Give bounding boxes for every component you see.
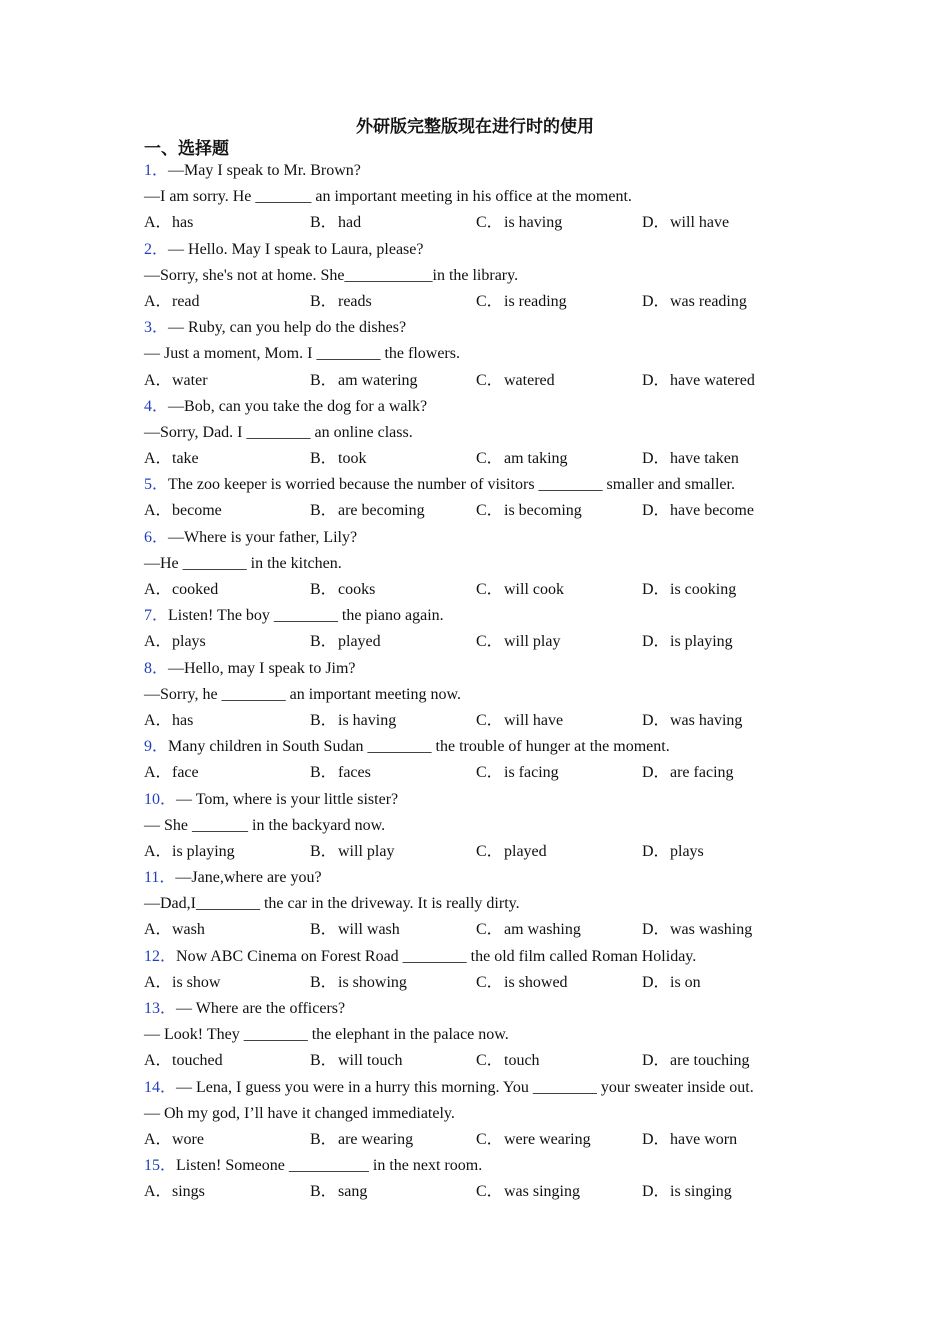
answer-options (144, 498, 844, 524)
question-number: 2． (144, 240, 169, 258)
question-text: — Tom, where is your little sister? (176, 790, 399, 808)
question-text: Listen! The boy ________ the piano again. (168, 607, 444, 625)
option-letter: D． (642, 764, 670, 782)
option-letter: D． (642, 502, 670, 520)
option-text: is singing (670, 1183, 732, 1201)
question-text: —Sorry, she's not at home. She___________in the library. (144, 266, 519, 284)
option-letter: D． (642, 633, 670, 651)
option-text: am watering (338, 371, 418, 389)
question-text: — Look! They ________ the elephant in the palace now. (144, 1026, 509, 1044)
question-stem (144, 603, 844, 629)
option-text: sings (172, 1183, 205, 1201)
option-text: will touch (338, 1052, 403, 1070)
question-stem (144, 315, 844, 341)
option-letter: D． (642, 1183, 670, 1201)
question-list (144, 158, 844, 1206)
question-number: 12． (144, 947, 177, 965)
answer-option[interactable] (476, 1127, 642, 1153)
question-text: Now ABC Cinema on Forest Road ________ the old film called Roman Holiday. (176, 947, 697, 965)
question-text: —Sorry, he ________ an important meeting now. (144, 685, 461, 703)
option-letter: D． (642, 1052, 670, 1070)
option-text: was singing (504, 1183, 580, 1201)
option-text: have watered (670, 371, 755, 389)
option-text: faces (338, 764, 371, 782)
option-letter: A． (144, 502, 172, 520)
option-text: have become (670, 502, 754, 520)
question-dialogue-line (144, 1101, 844, 1127)
question-number: 9． (144, 738, 169, 756)
option-letter: B． (310, 1183, 337, 1201)
answer-option[interactable] (144, 1179, 310, 1205)
question-dialogue-line (144, 1022, 844, 1048)
option-text: face (172, 764, 199, 782)
question-text: —Sorry, Dad. I ________ an online class. (144, 423, 413, 441)
answer-options (144, 577, 844, 603)
answer-option[interactable] (476, 839, 642, 865)
answer-option[interactable] (310, 1127, 476, 1153)
question-stem (144, 525, 844, 551)
question-stem (144, 944, 844, 970)
option-letter: B． (310, 502, 337, 520)
option-letter: A． (144, 292, 172, 310)
option-text: am taking (504, 450, 568, 468)
option-letter: C． (476, 214, 503, 232)
answer-options (144, 917, 844, 943)
question-number: 14． (144, 1078, 177, 1096)
answer-option[interactable] (476, 577, 642, 603)
answer-option[interactable] (476, 210, 642, 236)
option-text: are facing (670, 764, 734, 782)
answer-option[interactable] (476, 970, 642, 996)
answer-option[interactable] (310, 629, 476, 655)
question-dialogue-line (144, 682, 844, 708)
question-text: — Just a moment, Mom. I ________ the flowers. (144, 345, 460, 363)
question-text: Listen! Someone __________ in the next room. (176, 1157, 483, 1175)
option-text: has (172, 214, 194, 232)
answer-option[interactable] (476, 289, 642, 315)
option-text: is showed (504, 973, 568, 991)
option-text: played (504, 842, 547, 860)
option-text: is becoming (504, 502, 582, 520)
question-text: — Oh my god, I’ll have it changed immediately. (144, 1104, 455, 1122)
answer-options (144, 1048, 844, 1074)
option-text: are wearing (338, 1130, 414, 1148)
answer-option[interactable] (144, 498, 310, 524)
option-letter: B． (310, 764, 337, 782)
answer-option[interactable] (476, 446, 642, 472)
answer-option[interactable] (144, 708, 310, 734)
option-text: touch (504, 1052, 540, 1070)
option-letter: D． (642, 450, 670, 468)
answer-options (144, 210, 844, 236)
question-dialogue-line (144, 263, 844, 289)
answer-option[interactable] (642, 1179, 808, 1205)
option-letter: A． (144, 1130, 172, 1148)
option-letter: A． (144, 711, 172, 729)
option-letter: B． (310, 450, 337, 468)
answer-option[interactable] (310, 708, 476, 734)
option-text: is facing (504, 764, 559, 782)
answer-options (144, 970, 844, 996)
option-letter: A． (144, 450, 172, 468)
option-text: is having (504, 214, 563, 232)
question-text: The zoo keeper is worried because the number of visitors ________ smaller and smaller. (168, 476, 735, 494)
question-number: 13． (144, 1000, 177, 1017)
option-letter: C． (476, 711, 503, 729)
option-letter: D． (642, 842, 670, 860)
answer-option[interactable] (476, 629, 642, 655)
answer-option[interactable] (144, 368, 310, 394)
answer-option[interactable] (144, 970, 310, 996)
option-text: took (338, 450, 367, 468)
answer-option[interactable] (144, 1127, 310, 1153)
option-text: played (338, 633, 381, 651)
answer-option[interactable] (476, 1048, 642, 1074)
answer-option[interactable] (310, 760, 476, 786)
option-letter: D． (642, 1130, 670, 1148)
option-letter: C． (476, 633, 503, 651)
answer-option[interactable] (642, 210, 808, 236)
option-letter: B． (310, 1130, 337, 1148)
option-text: sang (338, 1183, 368, 1201)
option-text: will cook (504, 581, 564, 598)
section-heading: 一、选择题 (144, 139, 229, 159)
question-text: — Hello. May I speak to Laura, please? (168, 240, 424, 258)
question-number: 1． (144, 162, 169, 179)
answer-option[interactable] (642, 577, 808, 603)
option-letter: B． (310, 711, 337, 729)
option-letter: A． (144, 371, 172, 389)
option-letter: B． (310, 973, 337, 991)
option-text: was washing (670, 921, 753, 939)
question-stem (144, 996, 844, 1022)
option-text: become (172, 502, 222, 520)
option-letter: B． (310, 1052, 337, 1070)
answer-option[interactable] (476, 368, 642, 394)
answer-option[interactable] (642, 289, 808, 315)
answer-option[interactable] (476, 917, 642, 943)
option-letter: A． (144, 214, 172, 232)
question-text: — Lena, I guess you were in a hurry this morning. You ________ your sweater inside out. (176, 1078, 754, 1096)
option-text: has (172, 711, 194, 729)
option-text: is showing (338, 973, 407, 991)
answer-option[interactable] (144, 917, 310, 943)
option-letter: A． (144, 921, 172, 939)
answer-option[interactable] (642, 708, 808, 734)
question-stem (144, 158, 844, 184)
option-text: watered (504, 371, 555, 389)
answer-option[interactable] (476, 1179, 642, 1205)
option-letter: A． (144, 581, 172, 598)
option-letter: A． (144, 842, 172, 860)
question-text: —Hello, may I speak to Jim? (168, 659, 356, 677)
question-stem (144, 787, 844, 813)
option-text: take (172, 450, 199, 468)
option-text: will have (670, 214, 730, 232)
option-letter: C． (476, 581, 503, 598)
answer-option[interactable] (476, 708, 642, 734)
answer-option[interactable] (310, 1179, 476, 1205)
question-dialogue-line (144, 341, 844, 367)
option-text: cooks (338, 581, 376, 598)
option-letter: C． (476, 1052, 503, 1070)
answer-options (144, 446, 844, 472)
option-text: will wash (338, 921, 400, 939)
option-text: is having (338, 711, 397, 729)
option-text: plays (172, 633, 206, 651)
option-text: is on (670, 973, 701, 991)
option-letter: A． (144, 764, 172, 782)
option-letter: C． (476, 450, 503, 468)
answer-options (144, 1127, 844, 1153)
option-letter: B． (310, 292, 337, 310)
question-stem (144, 1075, 844, 1101)
answer-option[interactable] (310, 368, 476, 394)
answer-option[interactable] (476, 498, 642, 524)
option-text: were wearing (504, 1130, 591, 1148)
question-text: — She _______ in the backyard now. (144, 816, 386, 834)
question-stem (144, 734, 844, 760)
option-text: was having (670, 711, 743, 729)
option-text: touched (172, 1052, 223, 1070)
question-number: 7． (144, 607, 169, 625)
question-number: 6． (144, 528, 169, 546)
answer-options (144, 708, 844, 734)
question-text: —Where is your father, Lily? (168, 528, 358, 546)
answer-option[interactable] (310, 446, 476, 472)
answer-option[interactable] (144, 1048, 310, 1074)
question-stem (144, 472, 844, 498)
question-dialogue-line (144, 420, 844, 446)
document-title: 外研版完整版现在进行时的使用 (356, 117, 594, 137)
question-dialogue-line (144, 184, 844, 210)
question-dialogue-line (144, 813, 844, 839)
option-letter: C． (476, 1183, 503, 1201)
answer-option[interactable] (144, 210, 310, 236)
option-letter: C． (476, 371, 503, 389)
option-letter: D． (642, 973, 670, 991)
answer-option[interactable] (144, 760, 310, 786)
option-text: read (172, 292, 200, 310)
question-stem (144, 237, 844, 263)
question-dialogue-line (144, 891, 844, 917)
option-letter: B． (310, 581, 337, 598)
option-letter: A． (144, 1183, 172, 1201)
option-letter: C． (476, 292, 503, 310)
answer-option[interactable] (642, 368, 808, 394)
question-text: —Bob, can you take the dog for a walk? (168, 397, 428, 415)
answer-option[interactable] (310, 917, 476, 943)
answer-option[interactable] (476, 760, 642, 786)
question-text: —May I speak to Mr. Brown? (168, 162, 361, 179)
answer-options (144, 289, 844, 315)
answer-option[interactable] (144, 577, 310, 603)
option-text: is show (172, 973, 221, 991)
option-letter: B． (310, 214, 337, 232)
answer-option[interactable] (144, 446, 310, 472)
answer-option[interactable] (310, 577, 476, 603)
question-text: — Ruby, can you help do the dishes? (168, 319, 407, 337)
option-letter: D． (642, 711, 670, 729)
option-text: will have (504, 711, 564, 729)
option-text: wash (172, 921, 205, 939)
answer-option[interactable] (310, 210, 476, 236)
question-number: 4． (144, 397, 169, 415)
option-text: have worn (670, 1130, 738, 1148)
option-text: water (172, 371, 208, 389)
answer-options (144, 368, 844, 394)
option-text: will play (338, 842, 395, 860)
option-text: is reading (504, 292, 567, 310)
question-dialogue-line (144, 551, 844, 577)
question-stem (144, 1153, 844, 1179)
answer-option[interactable] (310, 289, 476, 315)
answer-option[interactable] (642, 760, 808, 786)
option-letter: B． (310, 633, 337, 651)
option-letter: D． (642, 921, 670, 939)
option-text: is cooking (670, 581, 737, 598)
question-text: —I am sorry. He _______ an important meeting in his office at the moment. (144, 188, 632, 206)
question-number: 15． (144, 1157, 177, 1175)
answer-option[interactable] (642, 917, 808, 943)
option-text: was reading (670, 292, 747, 310)
option-text: plays (670, 842, 704, 860)
question-number: 8． (144, 659, 169, 677)
answer-options (144, 629, 844, 655)
option-text: reads (338, 292, 372, 310)
question-text: —Jane,where are you? (175, 869, 322, 887)
option-text: have taken (670, 450, 739, 468)
option-letter: D． (642, 581, 670, 598)
answer-option[interactable] (642, 629, 808, 655)
option-letter: A． (144, 1052, 172, 1070)
option-letter: C． (476, 764, 503, 782)
question-text: —Dad,I________ the car in the driveway. It is really dirty. (144, 895, 520, 913)
question-text: —He ________ in the kitchen. (144, 554, 342, 572)
answer-options (144, 760, 844, 786)
answer-option[interactable] (144, 839, 310, 865)
answer-option[interactable] (642, 498, 808, 524)
answer-option[interactable] (310, 970, 476, 996)
answer-options (144, 839, 844, 865)
option-text: is playing (670, 633, 733, 651)
option-text: is playing (172, 842, 235, 860)
answer-option[interactable] (144, 289, 310, 315)
option-letter: C． (476, 1130, 503, 1148)
option-letter: C． (476, 842, 503, 860)
option-letter: C． (476, 973, 503, 991)
answer-option[interactable] (310, 1048, 476, 1074)
option-letter: D． (642, 214, 670, 232)
option-letter: A． (144, 973, 172, 991)
question-number: 3． (144, 319, 169, 337)
option-letter: B． (310, 371, 337, 389)
answer-option[interactable] (642, 1127, 808, 1153)
answer-option[interactable] (310, 498, 476, 524)
answer-option[interactable] (642, 970, 808, 996)
option-text: are becoming (338, 502, 425, 520)
question-number: 10． (144, 790, 177, 808)
option-text: will play (504, 633, 561, 651)
option-letter: D． (642, 371, 670, 389)
option-text: are touching (670, 1052, 750, 1070)
answer-option[interactable] (144, 629, 310, 655)
question-text: — Where are the officers? (176, 1000, 346, 1017)
answer-option[interactable] (642, 1048, 808, 1074)
question-stem (144, 865, 844, 891)
option-text: wore (172, 1130, 204, 1148)
option-letter: C． (476, 921, 503, 939)
option-letter: B． (310, 842, 337, 860)
answer-option[interactable] (642, 839, 808, 865)
option-text: had (338, 214, 362, 232)
question-number: 11． (144, 869, 176, 887)
question-number: 5． (144, 476, 169, 494)
option-letter: D． (642, 292, 670, 310)
question-text: Many children in South Sudan ________ the trouble of hunger at the moment. (168, 738, 670, 756)
option-letter: C． (476, 502, 503, 520)
question-stem (144, 656, 844, 682)
option-text: am washing (504, 921, 581, 939)
question-stem (144, 394, 844, 420)
option-text: cooked (172, 581, 219, 598)
answer-options (144, 1179, 844, 1205)
answer-option[interactable] (310, 839, 476, 865)
option-letter: B． (310, 921, 337, 939)
answer-option[interactable] (642, 446, 808, 472)
option-letter: A． (144, 633, 172, 651)
